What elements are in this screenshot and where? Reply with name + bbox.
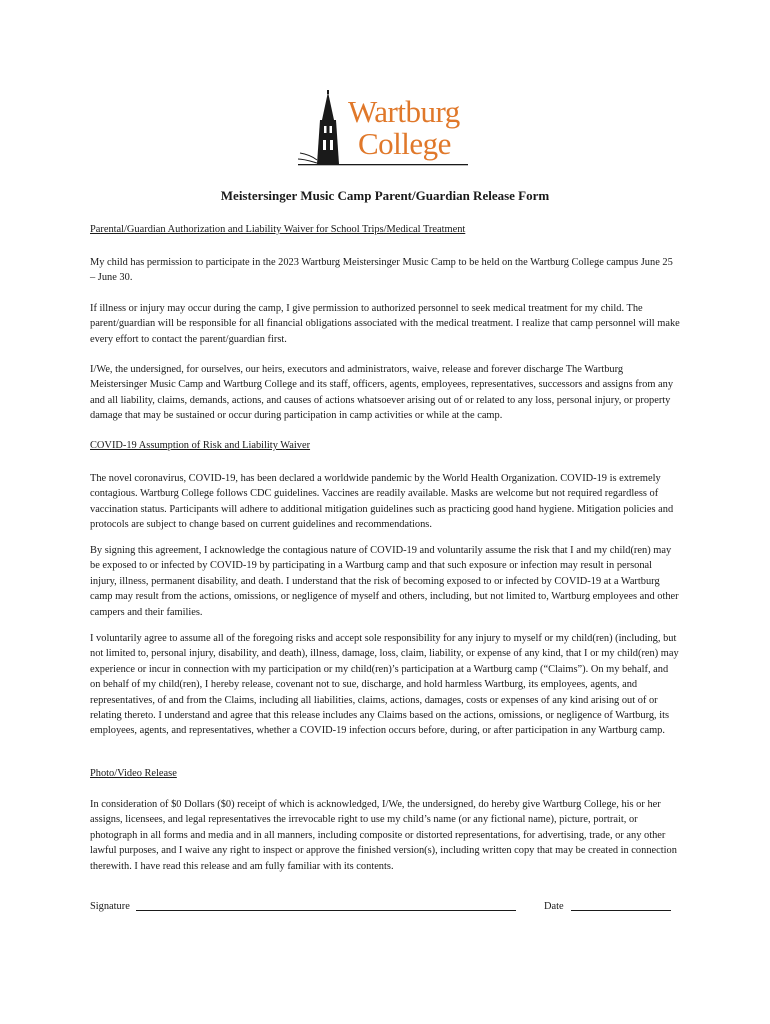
paragraph-medical: If illness or injury may occur during the camp, I give permission to authorized personnel to seek medical treatment for my child. The parent/guardian will be responsible for all financial obligations associated with the medical treatment. I realize that camp personnel will make every effort to contact the parent/guardian first. [90,303,680,345]
section-covid-heading-wrap [90,438,680,453]
paragraph-waiver-wrap [90,362,680,424]
paragraph-waiver: I/We, the undersigned, for ourselves, our heirs, executors and administrators, waive, release and forever discharge The Wartburg Meistersinger Music Camp and Wartburg College and its staff, officers, agents, employees, representatives, successors and assigns from any and all liability, claims, demands, actions, and causes of actions whatsoever arising out of or related to any loss, personal injury, or property damage that may be sustained or occur during participation in camp activities or while at the camp. [90,364,674,422]
paragraph-covid-assume: I voluntarily agree to assume all of the foregoing risks and accept sole responsibility for any injury to myself or my child(ren) (including, but not limited to, personal injury, disability, and death), illness, damage, loss, claim, liability, or expense of any kind, that I or my child(ren) may experience or incur in connection with my participation or my child(ren)’s participation at a Wartburg camp (“Claims”). On my behalf, and on behalf of my child(ren), I hereby release, covenant not to sue, discharge, and hold harmless Wartburg, its employees, agents, and representatives, of and from the Claims, including all liabilities, claims, actions, damages, costs or expenses of any kind arising out of or relating thereto. I understand and agree that this release includes any Claims based on the actions, omissions, or negligence of Wartburg, its employees, agents, and representatives, whether a COVID-19 infection occurs before, during, or after participation in any Wartburg camp. [90,633,679,737]
section-liability-heading-wrap [90,222,680,237]
paragraph-covid-intro-wrap [90,471,680,533]
paragraph-covid-acknowledge: By signing this agreement, I acknowledge the contagious nature of COVID-19 and voluntarily assume the risk that I and my child(ren) may be exposed to or infected by COVID-19 by participating in a Wartburg camp and that such exposure or infection may result in personal injury, illness, permanent disability, and death. I understand that the risk of becoming exposed to or infected by COVID-19 at a Wartburg camp may result from the actions, omissions, or negligence of myself and others, including, but not limited to, Wartburg employees and other campers and their families. [90,545,679,618]
page-title: Meistersinger Music Camp Parent/Guardian Release Form [220,188,550,203]
signature-label: Signature [90,901,130,912]
paragraph-medical-wrap [90,301,680,347]
paragraph-covid-assume-wrap [90,631,680,739]
section-heading-photo: Photo/Video Release [90,768,177,779]
paragraph-permission-wrap [90,255,680,286]
date-field[interactable] [571,910,671,911]
paragraph-covid-acknowledge-wrap [90,543,680,620]
logo-text-college: College [358,126,451,161]
wartburg-college-logo [296,90,476,170]
date-label: Date [544,901,564,912]
signature-field[interactable] [136,910,516,911]
section-photo-heading-wrap [90,766,680,781]
logo-text-wartburg: Wartburg [348,94,460,129]
paragraph-permission: My child has permission to participate in the 2023 Wartburg Meistersinger Music Camp to be held on the Wartburg College campus June 25 – June 30. [90,257,673,284]
paragraph-photo-release: In consideration of $0 Dollars ($0) receipt of which is acknowledged, I/We, the undersigned, do hereby give Wartburg College, his or her assigns, licensees, and legal representatives the irrevocable right to use my child’s name (or any fictional name), picture, portrait, or photograph in all forms and media and in all manners, including composite or distorted representations, for advertising, trade, or any other lawful purposes, and I waive any right to inspect or approve the finished version(s), including written copy that may be created in connection therewith. I have read this release and am fully familiar with its contents. [90,799,677,872]
paragraph-covid-intro: The novel coronavirus, COVID-19, has been declared a worldwide pandemic by the World Health Organization. COVID-19 is extremely contagious. Wartburg College follows CDC guidelines. Vaccines are readily available. Masks are welcome but not required regardless of vaccination status. Participants will adhere to additional mitigation guidelines such as practicing good hand hygiene. Mitigation policies and protocols are subject to change based on current guidelines and recommendations. [90,473,674,531]
paragraph-photo-release-wrap [90,797,680,874]
section-heading-covid: COVID-19 Assumption of Risk and Liability Waiver [90,440,311,451]
section-heading-liability: Parental/Guardian Authorization and Liability Waiver for School Trips/Medical Treatment [90,224,466,235]
